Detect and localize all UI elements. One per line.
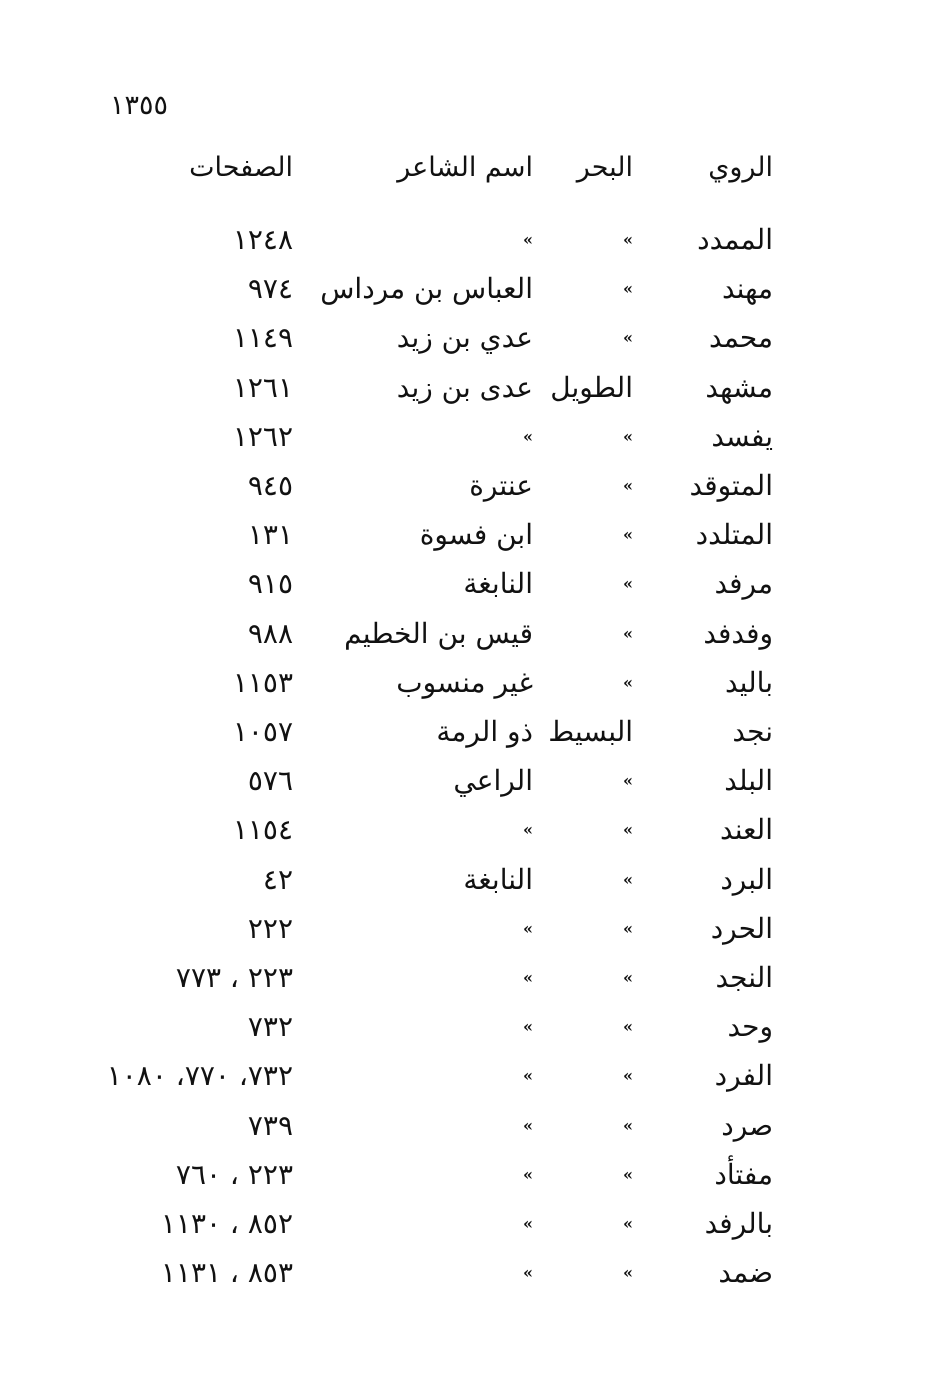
table-row	[0, 614, 933, 654]
pages-cell: ٩٤٥	[247, 469, 293, 502]
pages-cell: ٨٥٣ ، ١١٣١	[160, 1256, 293, 1290]
table-row	[0, 564, 933, 604]
bahr-cell: »	[623, 328, 633, 348]
table-row	[0, 1056, 933, 1096]
poet-cell: الراعي	[453, 764, 533, 798]
table-header	[0, 148, 933, 188]
rawi-cell: مشهد	[705, 370, 773, 404]
rawi-cell: نجد	[732, 715, 773, 748]
pages-cell: ١٢٤٨	[232, 223, 293, 256]
bahr-cell: »	[623, 918, 633, 938]
rawi-cell: البلد	[724, 764, 773, 798]
pages-cell: ٢٢٣ ، ٧٧٣	[175, 961, 293, 994]
table-row	[0, 810, 933, 850]
table-row	[0, 318, 933, 358]
poet-cell: »	[523, 426, 533, 446]
rawi-cell: ضمد	[718, 1256, 773, 1290]
rawi-cell: العند	[720, 813, 773, 847]
bahr-cell: »	[623, 1263, 633, 1283]
bahr-cell: »	[623, 820, 633, 840]
table-row	[0, 761, 933, 801]
pages-cell: ١١٤٩	[232, 321, 293, 355]
poet-cell: »	[523, 1164, 533, 1184]
table-row	[0, 368, 933, 408]
poet-cell: قيس بن الخطيم	[344, 616, 533, 650]
table-row	[0, 712, 933, 752]
bahr-cell: »	[623, 672, 633, 692]
bahr-cell: »	[623, 968, 633, 987]
pages-cell: ٢٢٢	[247, 911, 293, 945]
bahr-cell: البسيط	[548, 715, 633, 748]
pages-cell: ٧٣٢	[247, 1010, 293, 1044]
pages-cell: ٢٢٣ ، ٧٦٠	[175, 1157, 293, 1191]
rawi-cell: النجد	[715, 961, 773, 994]
table-row	[0, 1007, 933, 1047]
pages-cell: ١٢٦٢	[232, 419, 293, 453]
bahr-cell: »	[623, 623, 633, 643]
rawi-cell: المتلدد	[695, 518, 773, 552]
pages-cell: ٩٨٨	[247, 616, 293, 650]
rawi-cell: صرد	[721, 1108, 773, 1142]
bahr-cell: الطويل	[550, 370, 633, 404]
table-row	[0, 958, 933, 998]
bahr-cell: »	[623, 476, 633, 495]
table-row	[0, 515, 933, 555]
poet-cell: عدى بن زيد	[396, 370, 533, 404]
rawi-cell: باليد	[724, 665, 773, 699]
bahr-cell: »	[623, 525, 633, 545]
header-poet: اسم الشاعر	[397, 152, 533, 183]
poet-cell: »	[523, 968, 533, 987]
rawi-cell: وفدفد	[703, 616, 773, 650]
pages-cell: ١٢٦١	[232, 370, 293, 404]
pages-cell: ٨٥٢ ، ١١٣٠	[160, 1207, 293, 1240]
header-pages: الصفحات	[189, 152, 293, 183]
poet-cell: ذو الرمة	[436, 715, 533, 748]
pages-cell: ٥٧٦	[247, 764, 293, 798]
poet-cell: »	[523, 1263, 533, 1283]
rawi-cell: مفتأد	[714, 1157, 773, 1191]
poet-cell: النابغة	[463, 567, 533, 601]
header-rawi: الروي	[708, 152, 773, 183]
poet-cell: »	[523, 1066, 533, 1086]
rawi-cell: الممدد	[697, 223, 773, 256]
pages-cell: ١٠٥٧	[232, 715, 293, 748]
poet-cell: عنترة	[469, 469, 533, 502]
bahr-cell: »	[623, 279, 633, 299]
page-number: ١٣٥٥	[110, 90, 169, 121]
bahr-cell: »	[623, 1017, 633, 1037]
bahr-cell: »	[623, 1066, 633, 1086]
bahr-cell: »	[623, 771, 633, 791]
header-bahr: البحر	[576, 152, 633, 183]
table-row	[0, 417, 933, 457]
poet-cell: »	[523, 820, 533, 840]
poet-cell: »	[523, 1115, 533, 1135]
table-row	[0, 663, 933, 703]
poet-cell: عدي بن زيد	[396, 321, 533, 355]
rawi-cell: يفسد	[711, 419, 773, 453]
poet-cell: غير منسوب	[396, 665, 533, 699]
poet-cell: »	[523, 1017, 533, 1037]
rawi-cell: محمد	[709, 321, 773, 355]
pages-cell: ٧٣٩	[247, 1108, 293, 1142]
table-row	[0, 1155, 933, 1195]
pages-cell: ١١٥٣	[232, 665, 293, 699]
poet-cell: »	[523, 1214, 533, 1233]
bahr-cell: »	[623, 869, 633, 889]
rawi-cell: بالرفد	[704, 1207, 773, 1240]
poet-cell: »	[523, 230, 533, 249]
pages-cell: ٤٢	[262, 862, 293, 896]
poet-cell: العباس بن مرداس	[320, 272, 533, 306]
table-row	[0, 1253, 933, 1293]
bahr-cell: »	[623, 1115, 633, 1135]
table-row	[0, 909, 933, 949]
rawi-cell: مرفد	[714, 567, 773, 601]
rawi-cell: البرد	[720, 862, 773, 896]
poet-cell: النابغة	[463, 862, 533, 896]
table-row	[0, 220, 933, 260]
table-row	[0, 860, 933, 900]
pages-cell: ٩٧٤	[247, 272, 293, 306]
pages-cell: ١١٥٤	[232, 813, 293, 847]
pages-cell: ٧٣٢، ٧٧٠، ١٠٨٠	[106, 1059, 293, 1093]
rawi-cell: المتوقد	[689, 469, 773, 502]
table-row	[0, 1106, 933, 1146]
poet-cell: »	[523, 918, 533, 938]
rawi-cell: مهند	[721, 272, 773, 306]
bahr-cell: »	[623, 1164, 633, 1184]
bahr-cell: »	[623, 230, 633, 249]
rawi-cell: الحرد	[710, 911, 773, 945]
table-row	[0, 269, 933, 309]
rawi-cell: وحد	[727, 1010, 773, 1044]
bahr-cell: »	[623, 426, 633, 446]
bahr-cell: »	[623, 1214, 633, 1233]
pages-cell: ١٣١	[247, 518, 293, 552]
table-row	[0, 1204, 933, 1244]
table-row	[0, 466, 933, 506]
bahr-cell: »	[623, 574, 633, 594]
poet-cell: ابن فسوة	[419, 518, 533, 552]
pages-cell: ٩١٥	[247, 567, 293, 601]
rawi-cell: الفرد	[714, 1059, 773, 1093]
